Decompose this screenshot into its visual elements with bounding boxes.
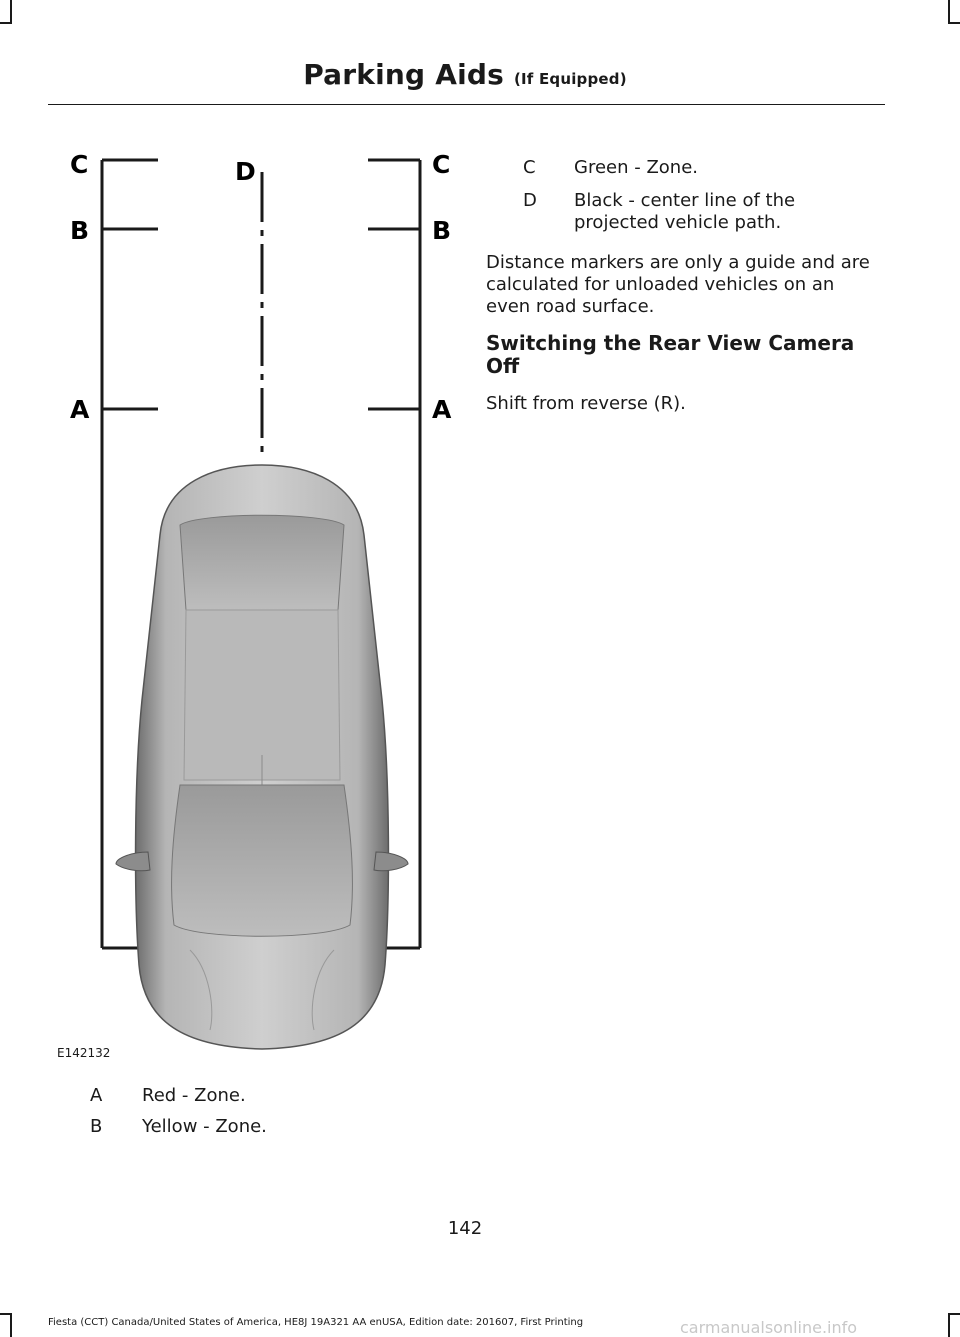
crop-mark xyxy=(948,22,960,24)
legend-text-c: Green - Zone. xyxy=(574,157,698,178)
crop-mark xyxy=(10,0,12,24)
page-title xyxy=(0,58,930,91)
label-a-right: A xyxy=(432,395,452,424)
label-c-right: C xyxy=(432,150,451,179)
legend-key-d: D xyxy=(523,190,537,211)
crop-mark xyxy=(0,1313,12,1315)
label-b-left: B xyxy=(70,216,90,245)
figure-id: E142132 xyxy=(57,1046,111,1060)
parking-guide-figure xyxy=(40,140,480,1065)
header-rule xyxy=(48,104,885,105)
legend-text-d-line1: Black - center line of the xyxy=(574,190,796,211)
legend-text-d-line2: projected vehicle path. xyxy=(574,212,782,233)
title-subtitle: (If Equipped) xyxy=(513,70,627,88)
page-number: 142 xyxy=(447,1218,483,1239)
note-line-3: even road surface. xyxy=(486,296,655,317)
crop-mark xyxy=(948,1313,960,1315)
crop-mark xyxy=(948,0,950,24)
note-line-1: Distance markers are only a guide and are xyxy=(486,252,870,273)
legend-text-b: Yellow - Zone. xyxy=(142,1116,267,1137)
car-top-view-image xyxy=(116,465,408,1049)
section-text: Shift from reverse (R). xyxy=(486,393,686,414)
legend-key-c: C xyxy=(523,157,536,178)
label-b-right: B xyxy=(432,216,452,245)
section-heading-line-2: Off xyxy=(486,354,520,378)
crop-mark xyxy=(0,22,12,24)
title-text: Parking Aids xyxy=(303,58,504,91)
legend-key-a: A xyxy=(90,1085,103,1106)
label-d-center: D xyxy=(235,157,256,186)
watermark: carmanualsonline.info xyxy=(680,1318,858,1337)
crop-mark xyxy=(948,1313,950,1337)
section-heading-line-1: Switching the Rear View Camera xyxy=(486,331,855,355)
legend-text-a: Red - Zone. xyxy=(142,1085,246,1106)
label-c-left: C xyxy=(70,150,89,179)
legend-key-b: B xyxy=(90,1116,103,1137)
label-a-left: A xyxy=(70,395,90,424)
note-line-2: calculated for unloaded vehicles on an xyxy=(486,274,835,295)
crop-mark xyxy=(10,1313,12,1337)
footer-text: Fiesta (CCT) Canada/United States of America, HE8J 19A321 AA enUSA, Edition date: 201607, First Printing xyxy=(48,1317,584,1328)
